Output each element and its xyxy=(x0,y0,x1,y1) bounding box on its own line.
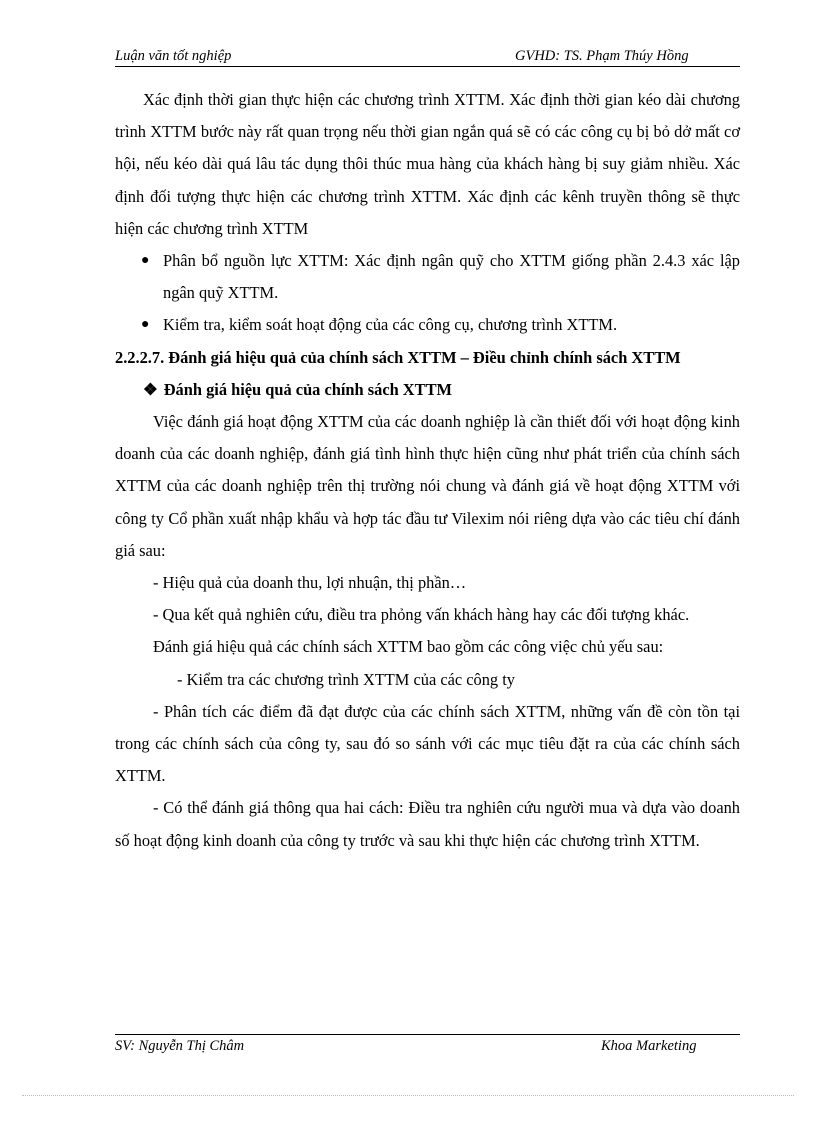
footer-student: SV: Nguyễn Thị Châm xyxy=(115,1038,245,1054)
footer-department: Khoa Marketing xyxy=(601,1038,697,1054)
paragraph-tasks: Đánh giá hiệu quả các chính sách XTTM bao gồm các công việc chủ yếu sau: xyxy=(153,637,664,657)
paragraph-dash-item: - Có thể đánh giá thông qua hai cách: Điều tra nghiên cứu người mua và dựa vào doanh số hoạt động kinh doanh của công ty trước và sau khi thực hiện các chương trình XTTM. xyxy=(115,798,740,850)
paragraph-evaluation: Việc đánh giá hoạt động XTTM của các doanh nghiệp là cần thiết đối với hoạt động kinh doanh của các doanh nghiệp, đánh giá tình hình thực hiện cũng như phát triển của chính sách XTTM của các doanh nghiệp trên thị trường nói chung và đánh giá về hoạt động XTTM với công ty Cổ phần xuất nhập khẩu và hợp tác đầu tư Vilexim nói riêng dựa vào các tiêu chí đánh giá sau: xyxy=(115,412,740,560)
bullet-text: Phân bổ nguồn lực XTTM: Xác định ngân quỹ cho XTTM giống phần 2.4.3 xác lập ngân quỹ XTTM. xyxy=(163,251,740,303)
bullet-icon: ● xyxy=(141,253,150,269)
bullet-item xyxy=(115,245,740,309)
bullet-list xyxy=(115,245,740,342)
page-footer xyxy=(115,1034,740,1055)
page-header xyxy=(115,48,740,67)
header-supervisor: GVHD: TS. Phạm Thúy Hồng xyxy=(515,48,689,64)
paragraph-dash-item: - Hiệu quả của doanh thu, lợi nhuận, thị phần… xyxy=(153,573,467,593)
paragraph-dash-item: - Phân tích các điểm đã đạt được của các chính sách XTTM, những vấn đề còn tồn tại trong các chính sách của công ty, sau đó so sánh với các mục tiêu đặt ra của các chính sách XTTM. xyxy=(115,701,740,786)
bullet-item xyxy=(115,309,740,341)
bullet-text: Kiểm tra, kiểm soát hoạt động của các công cụ, chương trình XTTM. xyxy=(163,315,618,335)
paragraph-dash-item: - Kiểm tra các chương trình XTTM của các công ty xyxy=(177,669,515,689)
paragraph-timing: Xác định thời gian thực hiện các chương trình XTTM. Xác định thời gian kéo dài chương trình XTTM bước này rất quan trọng nếu thời gian ngắn quá sẽ có các công cụ bị bỏ dở mất cơ hội, nếu kéo dài quá lâu tác dụng thôi thúc mua hàng của khách hàng bị suy giảm nhiều. Xác định đối tượng thực hiện các chương trình XTTM. Xác định các kênh truyền thông sẽ thực hiện các chương trình XTTM xyxy=(115,90,740,238)
paragraph-dash-item: - Qua kết quả nghiên cứu, điều tra phỏng vấn khách hàng hay các đối tượng khác. xyxy=(153,605,690,625)
page-edge-divider xyxy=(22,1095,794,1096)
bullet-icon: ● xyxy=(141,317,150,333)
section-heading: 2.2.2.7. Đánh giá hiệu quả của chính sách XTTM – Điều chỉnh chính sách XTTM xyxy=(115,347,681,367)
subheading xyxy=(143,374,740,406)
document-body xyxy=(115,84,740,857)
subheading-text: Đánh giá hiệu quả của chính sách XTTM xyxy=(163,379,452,399)
header-thesis-label: Luận văn tốt nghiệp xyxy=(115,48,232,64)
diamond-bullet-icon: ❖ xyxy=(143,379,158,399)
